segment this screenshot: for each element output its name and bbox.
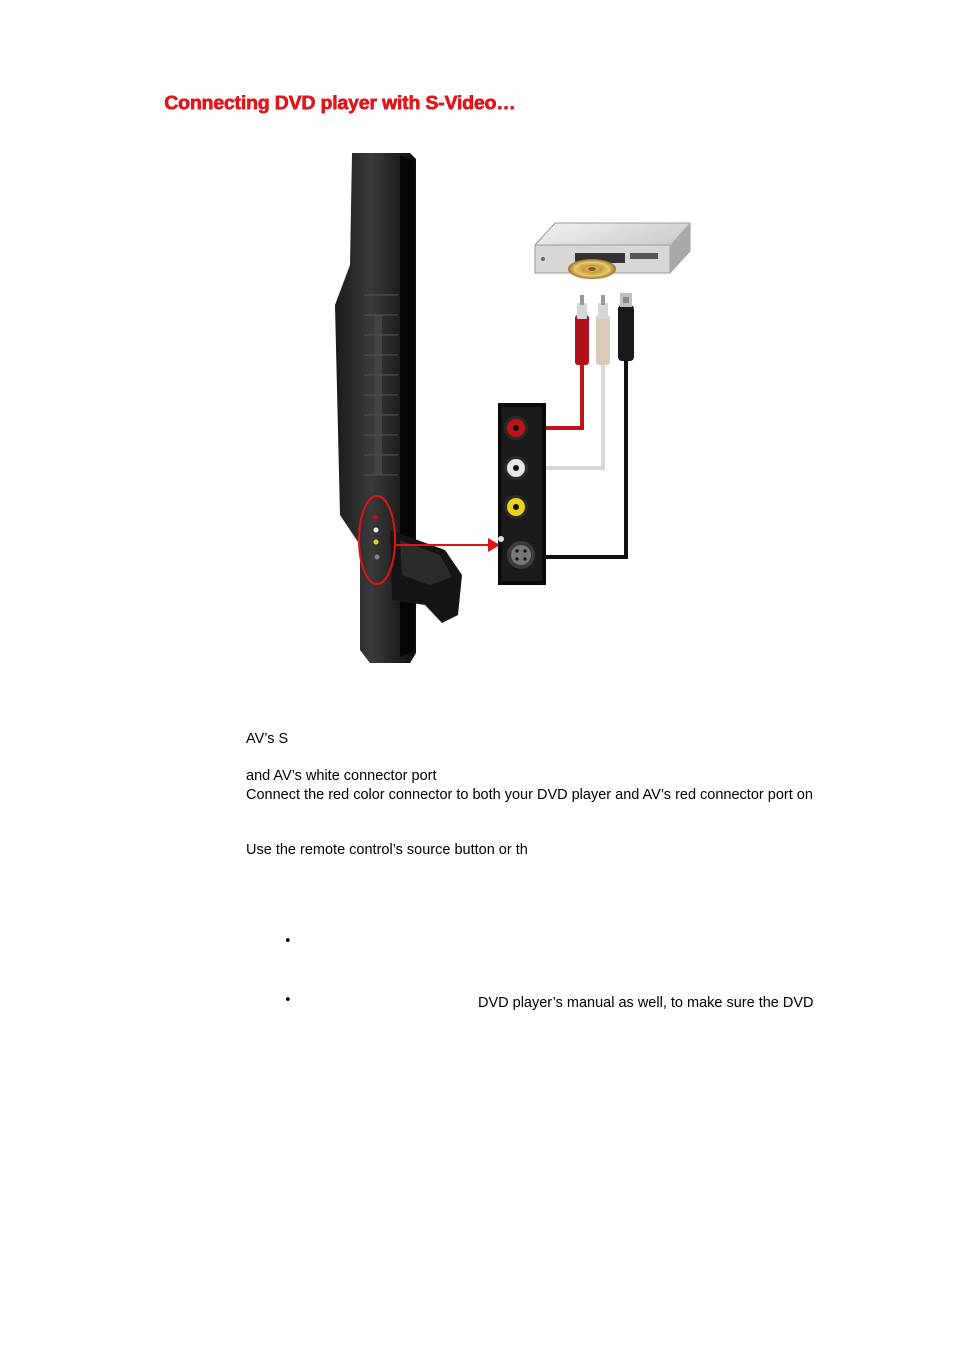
rca-plug-icon — [575, 295, 610, 365]
white-cable — [546, 330, 603, 468]
svideo-cable — [546, 350, 626, 557]
monitor-port-svideo-icon — [375, 555, 380, 560]
dvd-player-icon — [535, 223, 690, 279]
bullet-1-icon: • — [284, 934, 292, 949]
page-heading: Connecting DVD player with S-Video… — [164, 92, 516, 114]
text-line-3: Connect the red color connector to both your DVD player and AV’s red connector port on — [246, 787, 813, 803]
connection-diagram — [330, 145, 700, 670]
text-line-4: Use the remote control’s source button or th — [246, 842, 528, 858]
text-line-2: and AV’s white connector port — [246, 768, 437, 784]
svideo-plug-icon — [618, 293, 634, 361]
connection-diagram-svg — [330, 145, 700, 670]
monitor-port-yellow-icon — [374, 540, 379, 545]
monitor-side-icon — [335, 153, 462, 663]
monitor-port-white-icon — [374, 528, 379, 533]
text-line-5: DVD player’s manual as well, to make sure the DVD — [478, 995, 814, 1011]
text-line-1: AV’s S — [246, 731, 289, 747]
av-port-panel-icon — [498, 403, 546, 585]
bullet-2-icon: • — [284, 993, 292, 1008]
monitor-port-red-icon — [373, 515, 378, 520]
